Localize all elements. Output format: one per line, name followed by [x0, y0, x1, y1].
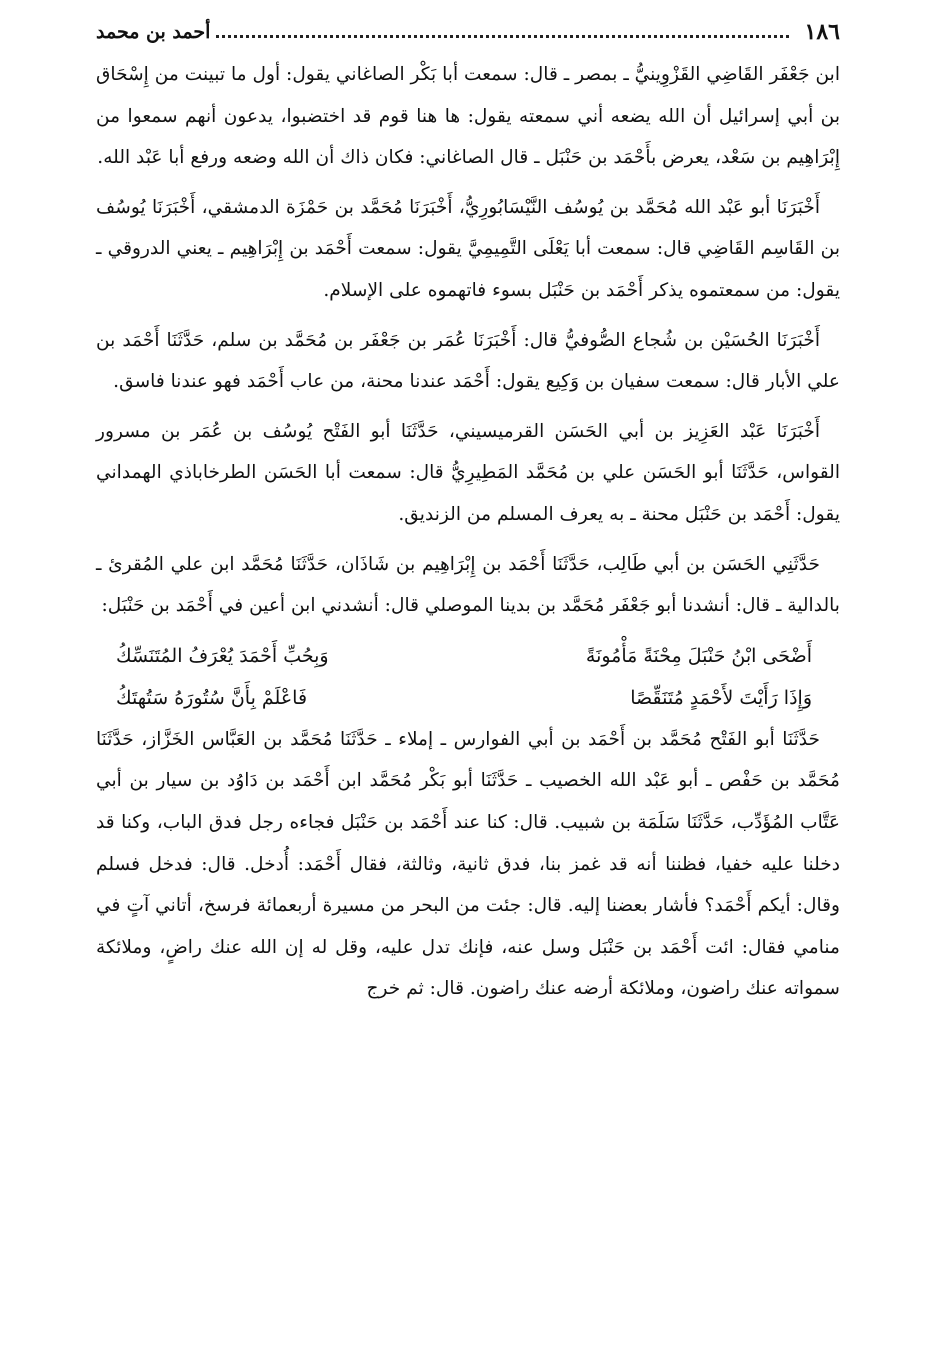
verse-second-hemistich: وَبِحُبِّ أَحْمَدَ يُعْرَفُ المُتَنَسِّكُ	[116, 644, 329, 667]
running-header	[96, 18, 840, 46]
main-text	[96, 54, 840, 1010]
verse-second-hemistich: فَاعْلَمْ بِأَنَّ سُتُورَهُ سَتُهتَكُ	[116, 686, 308, 709]
verse-first-hemistich: أَضْحَى ابْنُ حَنْبَلَ مِحْنَةً مَأْمُونَةً	[585, 644, 812, 667]
verse-line	[96, 635, 840, 677]
paragraph: أَخْبَرَنَا أبو عَبْد الله مُحَمَّد بن يُوسُف النَّيْسَابُورِيُّ، أَخْبَرَنَا مُحَمَّد بن حَمْزَة الدمشقي، أَخْبَرَنَا يُوسُف بن القَاسِم القَاضِي قال: سمعت أبا يَعْلَى التَّمِيمِيَّ يقول: سمعت أَحْمَد بن إِبْرَاهِيم ـ يعني الدروقي ـ يقول: من سمعتموه يذكر أَحْمَد بن حَنْبَل بسوء فاتهموه على الإسلام.	[96, 196, 840, 301]
running-title: أحمد بن محمد	[96, 21, 211, 43]
paragraph: أَخْبَرَنَا عَبْد العَزِيز بن أبي الحَسَن القرميسيني، حَدَّثَنَا أبو الفَتْح يُوسُف بن عُمَر بن مسرور القواس، حَدَّثَنَا أبو الحَسَن علي بن مُحَمَّد المَطِيرِيُّ قال: سمعت أبا الحَسَن الطرخاباذي الهمداني يقول: أَحْمَد بن حَنْبَل محنة ـ به يعرف المسلم من الزنديق.	[96, 420, 840, 525]
verse-first-hemistich: وَإِذَا رَأَيْتَ لأَحْمَدٍ مُتَنَقِّصًا	[630, 686, 812, 709]
verse-line	[96, 677, 840, 719]
paragraph: ابن جَعْفَر القَاضِي القَزْوِينيُّ ـ بمصر ـ قال: سمعت أبا بَكْر الصاغاني يقول: أول ما تبينت من إِسْحَاق بن أبي إسرائيل أن الله يضعه أني سمعته يقول: ها هنا قوم قد اختضبوا، يدعون أنهم سمعوا من إِبْرَاهِيم بن سَعْد، يعرض بأَحْمَد بن حَنْبَل ـ قال الصاغاني: فكان ذاك أن الله وضعه ورفع أبا عَبْد الله.	[96, 64, 840, 169]
paragraph: أَخْبَرَنَا الحُسَيْن بن شُجاع الصُّوفيُّ قال: أَخْبَرَنَا عُمَر بن جَعْفَر بن مُحَمَّد بن سلم، حَدَّثَنَا أَحْمَد بن علي الأبار قال: سمعت سفيان بن وَكِيع يقول: أَحْمَد عندنا محنة، من عاب أَحْمَد فهو عندنا فاسق.	[96, 329, 840, 393]
poem	[96, 635, 840, 719]
page-number: ١٨٦	[804, 19, 840, 45]
dotted-leader	[216, 35, 788, 38]
paragraph: حَدَّثَنِي الحَسَن بن أبي طَالِب، حَدَّثَنَا أَحْمَد بن إِبْرَاهِيم بن شَاذَان، حَدَّثَنَا مُحَمَّد ابن علي المُقرئ ـ بالدالية ـ قال: أنشدنا أبو جَعْفَر مُحَمَّد بن بدينا الموصلي قال: أنشدني ابن أعين في أَحْمَد بن حَنْبَل:	[96, 553, 840, 617]
paragraph: حَدَّثَنَا أبو الفَتْح مُحَمَّد بن أَحْمَد بن أبي الفوارس ـ إملاء ـ حَدَّثَنَا مُحَمَّد بن العَبَّاس الخَزَّاز، حَدَّثَنَا مُحَمَّد بن حَفْص ـ أبو عَبْد الله الخصيب ـ حَدَّثَنَا أبو بَكْر مُحَمَّد ابن أَحْمَد بن دَاوُد بن سيار بن أبي عَتَّاب المُؤَدِّب، حَدَّثَنَا سَلَمَة بن شبيب. قال: كنا عند أَحْمَد بن حَنْبَل فجاءه رجل فدق الباب، وكنا قد دخلنا عليه خفيا، فظننا أنه قد غمز بنا، فدق ثانية، وثالثة، فقال أَحْمَد: أُدخل. قال: فدخل فسلم وقال: أيكم أَحْمَد؟ فأشار بعضنا إليه. قال: جئت من البحر من مسيرة أربعمائة فرسخ، أتاني آتٍ في منامي فقال: ائت أَحْمَد بن حَنْبَل وسل عنه، فإنك تدل عليه، وقل له إن الله عنك راضٍ، وملائكة سمواته عنك راضون، وملائكة أرضه عنك راضون. قال: ثم خرج	[96, 728, 840, 1000]
